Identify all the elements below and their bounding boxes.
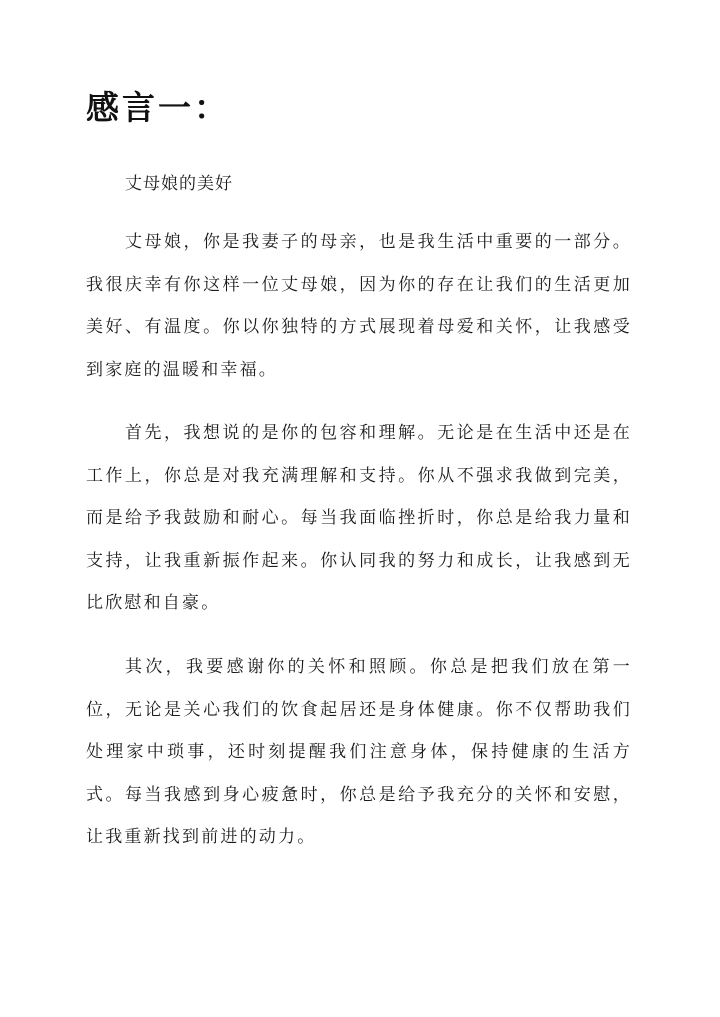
document-title: 感言一： — [86, 88, 230, 127]
paragraph-2: 首先，我想说的是你的包容和理解。无论是在生活中还是在工作上，你总是对我充满理解和支持。你从不强求我做到完美，而是给予我鼓励和耐心。每当我面临挫折时，你总是给我力量和支持，让我重新振作起来。你认同我的努力和成长，让我感到无比欣慰和自豪。 — [86, 423, 632, 613]
paragraph-1: 丈母娘，你是我妻子的母亲，也是我生活中重要的一部分。我很庆幸有你这样一位丈母娘，因为你的存在让我们的生活更加美好、有温度。你以你独特的方式展现着母爱和关怀，让我感受到家庭的温暖和幸福。 — [86, 232, 632, 380]
document-subtitle: 丈母娘的美好 — [125, 174, 233, 194]
paragraph-3: 其次，我要感谢你的关怀和照顾。你总是把我们放在第一位，无论是关心我们的饮食起居还是身体健康。你不仅帮助我们处理家中琐事，还时刻提醒我们注意身体，保持健康的生活方式。每当我感到身心疲惫时，你总是给予我充分的关怀和安慰，让我重新找到前进的动力。 — [86, 657, 632, 847]
